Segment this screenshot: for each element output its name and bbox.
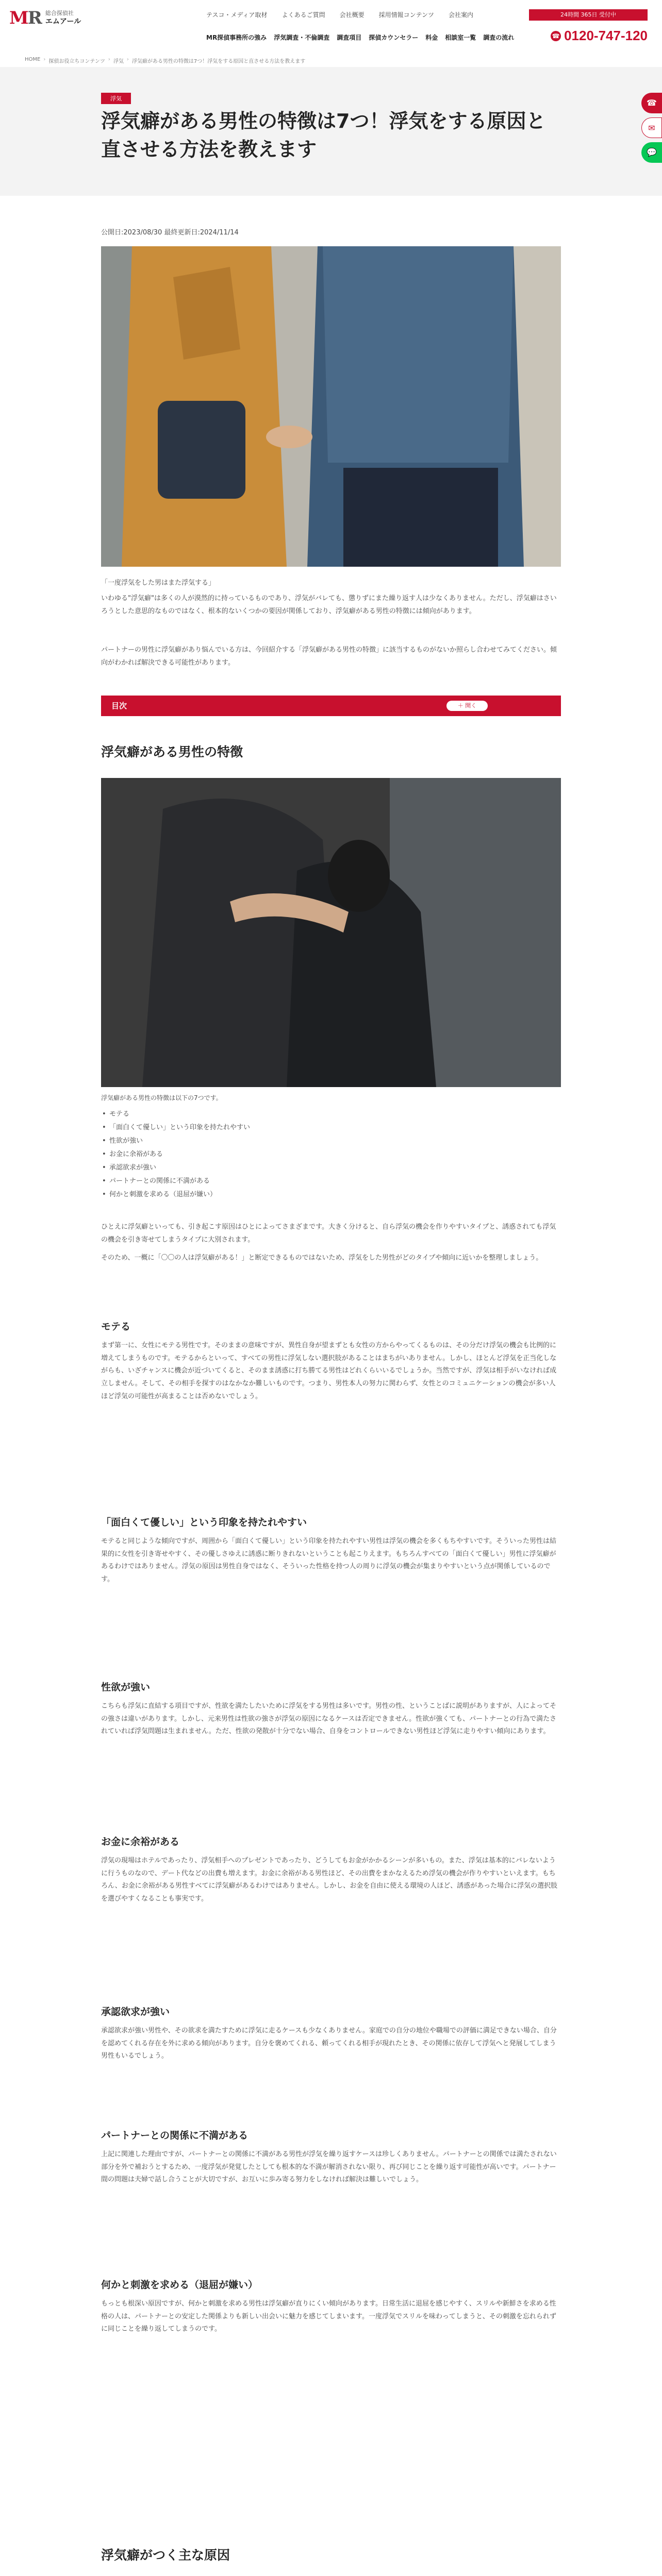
top-link[interactable]: 会社概要 (339, 11, 365, 19)
subsection-paragraph: こちらも浮気に直結する項目ですが、性欲を満たしたいために浮気をする男性は多いです。男性の性、ということばに説明がありますが、人によってその強さは違いがあります。しかし、元来男性は性欲の強さが浮気の原因になるケースは否定できません。性欲が強くても、パートナーとの行為で満たされていれば浮気問題は生まれません。ただ、性欲の発散が十分でない場合、自身をコントロールできない男性ほど浮気に走りやすい傾向にあります。 (101, 1702, 557, 1736)
subsection-paragraph: 浮気の現場はホテルであったり、浮気相手へのプレゼントであったり、どうしてもお金がかかるシーンが多いもの。また、浮気は基本的にバレないように行うものなので、デート代などの出費も増えます。お金に余裕がある男性ほど、その出費をまかなえるため浮気の機会が作りやすいといえます。もちろん、お金に余裕がある男性すべてに浮気癖があるわけではありません。しかし、お金を自由に使える環境の人ほど、誘惑があった場合に浮気の選択肢を選びやすくなることも事実です。 (101, 1857, 558, 1903)
breadcrumb-item: 浮気癖がある男性の特徴は7つ！浮気をする原因と直させる方法を教えます (131, 59, 306, 64)
breadcrumb-item[interactable]: 浮気 (113, 59, 124, 64)
intro-paragraph: パートナーの男性に浮気癖があり悩んでいる方は、今回紹介する「浮気癖がある男性の特徴」に該当するものがないか照らし合わせてみてください。傾向がわかれば解決できる可能性があります。 (101, 646, 557, 667)
list-item: • 性欲が強い (101, 1134, 561, 1148)
subsection-heading: モテる (101, 1321, 131, 1332)
breadcrumb-item[interactable]: HOME (25, 57, 41, 62)
nav-item[interactable]: 相談室一覧 (445, 34, 476, 41)
phone-number: 0120-747-120 (564, 28, 648, 43)
list-item: • 「面白くて優しい」という印象を持たれやすい (101, 1121, 561, 1134)
mail-icon: ✉ (648, 123, 655, 133)
toc-label: 目次 (102, 697, 560, 715)
top-link[interactable]: テスコ・メディア取材 (206, 11, 268, 19)
side-mail-button[interactable] (641, 117, 662, 138)
breadcrumb-sep: › (126, 57, 129, 62)
nav-item[interactable]: 浮気調査・不倫調査 (274, 34, 330, 41)
nav-item[interactable]: 調査の流れ (483, 34, 515, 41)
section-heading: 浮気癖がある男性の特徴 (101, 744, 243, 759)
intro-paragraph: いわゆる"浮気癖"は多くの人が漠然的に持っているものであり、浮気がバレても、懲りずにまた繰り返す人は少なくありません。ただし、浮気癖はさいろうとした意思的なものではなく、根本的ないくつかの要因が関係しており、浮気癖がある男性の特徴には傾向があります。 (101, 595, 557, 615)
list-item: • パートナーとの関係に不満がある (101, 1175, 561, 1188)
breadcrumb-sep: › (108, 57, 110, 62)
photo-couple-back (101, 778, 561, 1087)
nav-item[interactable]: 調査項目 (337, 34, 362, 41)
category-badge[interactable]: 浮気 (101, 93, 131, 104)
side-line-button[interactable] (641, 142, 662, 163)
site-logo[interactable] (9, 9, 81, 27)
subsection-heading: 性欲が強い (101, 1682, 151, 1693)
phone-icon: ☎ (551, 31, 561, 41)
page-title: 浮気癖がある男性の特徴は7つ！浮気をする原因と直させる方法を教えます (101, 110, 546, 161)
subsection-heading: お金に余裕がある (101, 1836, 180, 1848)
list-item: • モテる (101, 1108, 561, 1121)
hero-photo-couple (101, 246, 561, 567)
subsection-paragraph: 承認欲求が強い男性や、その欲求を満たすために浮気に走るケースも少なくありません。家庭での自分の地位や職場での評価に満足できない場合、自分を認めてくれる存在を外に求める傾向があります。自分を褒めてくれる、頼ってくれる相手が現れたとき、その関係に依存して浮気へと発展してしまう男性もいるでしょう。 (101, 2027, 557, 2060)
feature-list (101, 1108, 561, 1201)
list-item: • 承認欲求が強い (101, 1161, 561, 1175)
logo-mark: MR (9, 8, 41, 29)
top-links (206, 10, 473, 19)
section-image (101, 778, 561, 1087)
subsection-paragraph: 上記に関連した理由ですが、パートナーとの関係に不満がある男性が浮気を繰り返すケースは珍しくありません。パートナーとの関係では満たされない部分を外で補おうとするため、一度浮気が発覚したとしても根本的な不満が解消されない限り、再び同じことを繰り返す可能性が高いです。パートナー間の問題は夫婦で話し合うことが大切ですが、お互いに歩み寄る努力をしなければ解決は難しいでしょう。 (101, 2150, 557, 2184)
top-link[interactable]: 会社案内 (449, 11, 474, 19)
top-link[interactable]: 採用情報コンテンツ (378, 11, 434, 19)
logo-line1: 総合探偵社 (45, 10, 74, 16)
logo-text (45, 9, 81, 27)
nav-item[interactable]: MR探偵事務所の強み (206, 34, 267, 41)
subsection-heading: 「面白くて優しい」という印象を持たれやすい (101, 1517, 307, 1528)
main-nav (206, 33, 514, 42)
phone-icon: ☎ (647, 98, 657, 108)
nav-item[interactable]: 探偵カウンセラー (369, 34, 419, 41)
section-caption: 浮気癖がある男性の特徴は以下の7つです。 (101, 1094, 222, 1101)
subsection-heading: 承認欲求が強い (101, 2006, 170, 2018)
side-phone-button[interactable] (641, 93, 662, 113)
list-item: • 何かと刺激を求める（退屈が嫌い） (101, 1188, 561, 1201)
chat-icon: 💬 (647, 147, 657, 157)
subsection-paragraph: もっとも根深い原因ですが、何かと刺激を求める男性は浮気癖が直りにくい傾向があります。日常生活に退屈を感じやすく、スリルや新鮮さを求める性格の人は、パートナーとの安定した関係よりも新しい出会いに魅力を感じてしまいます。一度浮気でスリルを味わってしまうと、その刺激を忘れられずに同じことを繰り返してしまうのです。 (101, 2300, 556, 2333)
section-paragraph: ひとえに浮気癖といっても、引き起こす原因はひとによってさまざまです。大きく分けると、自ら浮気の機会を作りやすいタイプと、誘惑されても浮気の機会を引き寄せてしまうタイプに大別されます。 (101, 1223, 556, 1244)
phone-link[interactable] (551, 28, 648, 44)
table-of-contents (101, 696, 561, 716)
toc-toggle-button[interactable]: ＋ 開く (446, 701, 488, 711)
intro-quote: 「一度浮気をした男はまた浮気する」 (101, 579, 216, 587)
hours-badge: 24時間 365日 受付中 (529, 9, 648, 21)
breadcrumb (25, 57, 305, 64)
site-header (0, 0, 662, 52)
nav-item[interactable]: 料金 (425, 34, 438, 41)
subsection-paragraph: まず第一に、女性にモテる男性です。そのままの意味ですが、異性自身が望まずとも女性の方からやってくるものは、その分だけ浮気の機会も比例的に増えてしまうものです。モテるからといって、すべての男性に浮気しない選択肢があることはまちがいありません。しかし、ほとんど浮気を正当化しながらも、いざチャンスに機会が近づいてくると、そのまま誘惑に打ち勝てる男性はどれくらいいるでしょうか。当然ですが、浮気は相手がいなければ成立しません。そして、その相手を探すのはなかなか難しいものです。つまり、男性本人の努力に関わらず、女性とのコミュニケーションの機会が多い人ほど浮気の可能性が高まることは否めないでしょう。 (101, 1342, 557, 1400)
breadcrumb-item[interactable]: 探偵お役立ちコンテンツ (48, 59, 105, 64)
list-item: • お金に余裕がある (101, 1148, 561, 1161)
top-link[interactable]: よくあるご質問 (282, 11, 325, 19)
publish-meta: 公開日:2023/08/30 最終更新日:2024/11/14 (101, 229, 239, 236)
section-paragraph: そのため、一概に「〇〇の人は浮気癖がある！」と断定できるものではないため、浮気をした男性がどのタイプや傾向に近いかを整理しましょう。 (101, 1254, 543, 1262)
section-heading: 浮気癖がつく主な原因 (101, 2548, 230, 2563)
logo-line2: エムアール (45, 18, 81, 26)
subsection-heading: パートナーとの関係に不満がある (101, 2130, 249, 2141)
hero-image (101, 246, 561, 567)
breadcrumb-sep: › (43, 57, 46, 62)
subsection-paragraph: モテると同じような傾向ですが、周囲から「面白くて優しい」という印象を持たれやすい男性は浮気の機会を多くもちやすいです。そういった男性は結果的に女性を引き寄せやすく、その優しさゆえに誘惑に断りきれないということも起こりえます。もちろんすべての「面白くて優しい」男性に浮気癖があるわけではありません。浮気の原因は男性自身ではなく、そういった性格を持つ人の周りに浮気の機会が集まりやすいという点が関係しているのです。 (101, 1537, 556, 1584)
subsection-heading: 何かと刺激を求める（退屈が嫌い） (101, 2279, 258, 2291)
